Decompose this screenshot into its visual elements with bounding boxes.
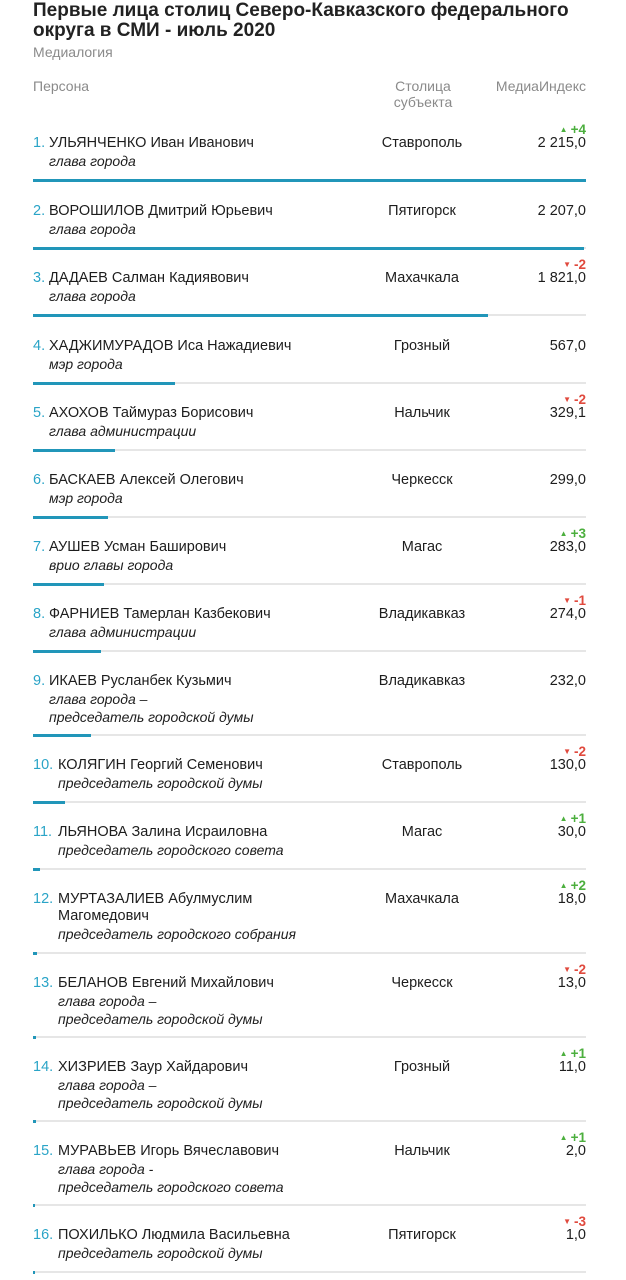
index-bar-track <box>33 449 586 451</box>
person-role: председатель городской думы <box>58 775 263 791</box>
rank-number: 7. <box>33 539 46 555</box>
person-role: председатель городского совета <box>58 842 284 858</box>
person-name: ИКАЕВ Русланбек Кузьмич <box>49 673 232 689</box>
rank-number: 5. <box>33 405 46 421</box>
rank-number: 14. <box>33 1059 54 1075</box>
arrow-down-icon: ▼ <box>563 965 571 974</box>
index-bar <box>33 516 108 519</box>
media-index-value: 1,0 <box>565 1227 586 1243</box>
person-name: АХОХОВ Таймураз Борисович <box>49 405 254 421</box>
person-role: мэр города <box>49 356 123 372</box>
person-role: глава города – <box>58 1077 157 1093</box>
person-name: ВОРОШИЛОВ Дмитрий Юрьевич <box>49 203 273 219</box>
person-name: ЛЬЯНОВА Залина Исраиловна <box>58 824 268 840</box>
index-bar <box>33 449 115 452</box>
index-bar-track <box>33 1036 586 1038</box>
media-index-value: 2 207,0 <box>537 203 586 219</box>
rank-change-value: +4 <box>570 122 586 137</box>
capital-city: Черкесск <box>391 975 453 991</box>
index-bar-track <box>33 583 586 585</box>
person-role: председатель городской думы <box>58 1095 263 1111</box>
capital-city: Нальчик <box>394 1143 450 1159</box>
person-role: врио главы города <box>49 557 174 573</box>
capital-city: Махачкала <box>385 270 459 286</box>
rank-number: 1. <box>33 135 46 151</box>
person-role: глава города - <box>58 1161 154 1177</box>
index-bar-track <box>33 952 586 954</box>
media-index-value: 11,0 <box>558 1059 586 1075</box>
arrow-up-icon: ▲ <box>559 881 568 890</box>
capital-city: Ставрополь <box>381 135 463 151</box>
source-label: Медиалогия <box>33 44 113 60</box>
media-index-value: 18,0 <box>557 891 586 907</box>
media-index-value: 30,0 <box>557 824 586 840</box>
index-bar <box>33 1036 36 1039</box>
media-index-value: 283,0 <box>549 539 586 555</box>
person-role: председатель городской думы <box>58 1245 263 1261</box>
arrow-down-icon: ▼ <box>563 260 571 269</box>
rank-number: 4. <box>33 338 46 354</box>
person-role: мэр города <box>49 490 123 506</box>
index-bar <box>33 1120 36 1123</box>
rank-change-up <box>486 1130 586 1145</box>
index-bar <box>33 801 65 804</box>
media-index-value: 274,0 <box>549 606 586 622</box>
rank-change-down <box>486 593 586 608</box>
index-bar-track <box>33 801 586 803</box>
rank-number: 2. <box>33 203 46 219</box>
media-index-value: 1 821,0 <box>537 270 586 286</box>
person-role: глава города <box>49 153 136 169</box>
capital-city: Магас <box>401 539 443 555</box>
arrow-up-icon: ▲ <box>559 1133 568 1142</box>
person-role: председатель городской думы <box>49 709 254 725</box>
capital-city: Грозный <box>393 1059 451 1075</box>
person-role: председатель городского собрания <box>58 926 297 942</box>
rank-change-up <box>486 811 586 826</box>
arrow-down-icon: ▼ <box>563 596 571 605</box>
person-name: БАСКАЕВ Алексей Олегович <box>49 472 244 488</box>
capital-city: Пятигорск <box>388 203 456 219</box>
rank-number: 15. <box>33 1143 54 1159</box>
person-role: глава города <box>49 221 136 237</box>
media-index-value: 2 215,0 <box>537 135 586 151</box>
arrow-up-icon: ▲ <box>559 814 568 823</box>
arrow-up-icon: ▲ <box>559 125 568 134</box>
rank-change-up <box>486 878 586 893</box>
person-name: БЕЛАНОВ Евгений Михайлович <box>58 975 274 991</box>
person-name: ХИЗРИЕВ Заур Хайдарович <box>58 1059 249 1075</box>
index-bar <box>33 179 586 182</box>
capital-city: Владикавказ <box>378 606 466 622</box>
rank-number: 11. <box>33 824 53 840</box>
person-name: КОЛЯГИН Георгий Семенович <box>58 757 263 773</box>
index-bar-track <box>33 1120 586 1122</box>
index-bar <box>33 247 584 250</box>
media-index-value: 2,0 <box>565 1143 586 1159</box>
rank-change-value: -1 <box>573 593 586 608</box>
index-bar <box>33 583 104 586</box>
rank-change-up <box>486 1046 586 1061</box>
index-bar <box>33 1271 35 1274</box>
index-bar <box>33 868 40 871</box>
rank-change-down <box>486 744 586 759</box>
rank-change-down <box>486 257 586 272</box>
index-bar-track <box>33 1204 586 1206</box>
index-bar-track <box>33 516 586 518</box>
person-role: глава администрации <box>49 423 197 439</box>
column-header-person: Персона <box>33 78 90 94</box>
index-bar <box>33 650 101 653</box>
index-bar-track <box>33 650 586 652</box>
media-index-value: 567,0 <box>549 338 586 354</box>
arrow-down-icon: ▼ <box>563 1217 571 1226</box>
rank-number: 12. <box>33 891 54 907</box>
rank-number: 8. <box>33 606 46 622</box>
index-bar <box>33 952 37 955</box>
capital-city: Черкесск <box>391 472 453 488</box>
rank-change-value: +2 <box>570 878 586 893</box>
person-name: МУРТАЗАЛИЕВ Абулмуслим Магомедович <box>58 891 253 924</box>
rank-change-value: +3 <box>570 526 586 541</box>
media-index-value: 232,0 <box>549 673 586 689</box>
rank-change-value: -2 <box>573 257 586 272</box>
person-name: ДАДАЕВ Салман Кадиявович <box>49 270 249 286</box>
rank-change-value: -2 <box>573 744 586 759</box>
capital-city: Пятигорск <box>388 1227 456 1243</box>
media-index-value: 130,0 <box>549 757 586 773</box>
rank-number: 6. <box>33 472 46 488</box>
arrow-down-icon: ▼ <box>563 747 571 756</box>
capital-city: Махачкала <box>385 891 459 907</box>
arrow-up-icon: ▲ <box>559 1049 568 1058</box>
rank-change-value: +1 <box>570 1130 586 1145</box>
capital-city: Магас <box>401 824 443 840</box>
rank-change-value: +1 <box>570 1046 586 1061</box>
media-index-value: 329,1 <box>549 405 586 421</box>
rank-change-down <box>486 1214 586 1229</box>
rank-number: 9. <box>33 673 46 689</box>
rank-change-value: -3 <box>573 1214 586 1229</box>
person-role: председатель городского совета <box>58 1179 284 1195</box>
arrow-down-icon: ▼ <box>563 395 571 404</box>
rank-change-value: +1 <box>570 811 586 826</box>
person-name: МУРАВЬЕВ Игорь Вячеславович <box>58 1143 280 1159</box>
arrow-up-icon: ▲ <box>559 529 568 538</box>
capital-city: Владикавказ <box>378 673 466 689</box>
column-header-index: МедиаИндекс <box>495 78 586 94</box>
column-header-capital: Столица субъекта <box>393 78 453 110</box>
index-bar <box>33 314 488 317</box>
index-bar-track <box>33 1271 586 1273</box>
rank-change-up <box>486 526 586 541</box>
rank-change-down <box>486 392 586 407</box>
index-bar <box>33 1204 35 1207</box>
capital-city: Грозный <box>393 338 451 354</box>
person-name: ФАРНИЕВ Тамерлан Казбекович <box>49 606 271 622</box>
rank-change-value: -2 <box>573 962 586 977</box>
person-role: глава города – <box>58 993 157 1009</box>
person-name: УЛЬЯНЧЕНКО Иван Иванович <box>49 135 254 151</box>
page-title: Первые лица столиц Северо-Кавказского федерального округа в СМИ - июль 2020 <box>33 0 569 41</box>
index-bar <box>33 382 175 385</box>
rank-number: 10. <box>33 757 54 773</box>
media-index-value: 13,0 <box>557 975 586 991</box>
person-role: председатель городской думы <box>58 1011 263 1027</box>
capital-city: Нальчик <box>394 405 450 421</box>
rank-number: 3. <box>33 270 46 286</box>
index-bar-track <box>33 734 586 736</box>
rank-number: 13. <box>33 975 54 991</box>
person-role: глава города – <box>49 691 148 707</box>
person-role: глава города <box>49 288 136 304</box>
person-name: ХАДЖИМУРАДОВ Иса Нажадиевич <box>49 338 292 354</box>
person-role: глава администрации <box>49 624 197 640</box>
index-bar-track <box>33 868 586 870</box>
capital-city: Ставрополь <box>381 757 463 773</box>
media-index-value: 299,0 <box>549 472 586 488</box>
rank-number: 16. <box>33 1227 54 1243</box>
person-name: АУШЕВ Усман Баширович <box>49 539 227 555</box>
rank-change-value: -2 <box>573 392 586 407</box>
index-bar <box>33 734 91 737</box>
rank-change-up <box>486 122 586 137</box>
rank-change-down <box>486 962 586 977</box>
person-name: ПОХИЛЬКО Людмила Васильевна <box>58 1227 290 1243</box>
